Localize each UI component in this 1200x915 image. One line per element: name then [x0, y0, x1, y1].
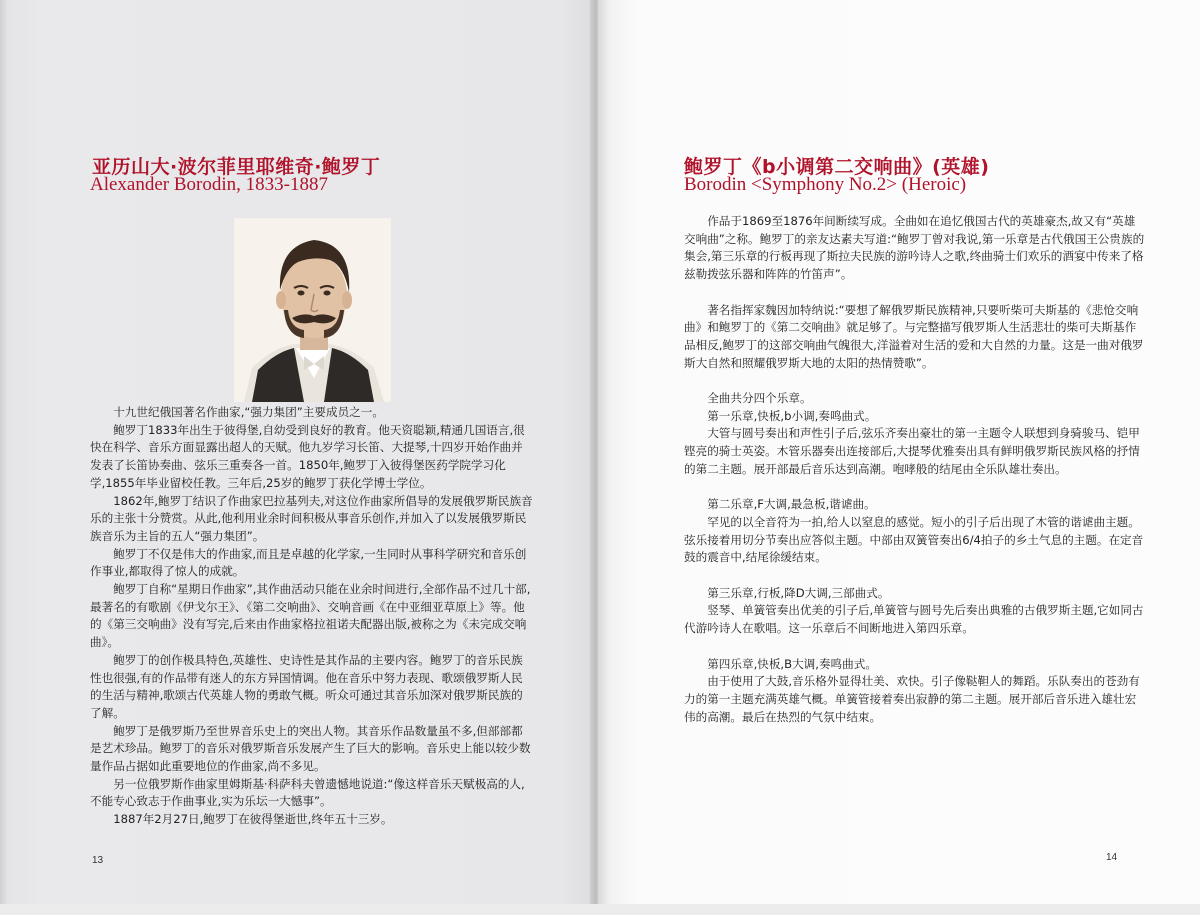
right-body-text	[684, 213, 1146, 726]
left-paragraph: 十九世纪俄国著名作曲家,“强力集团”主要成员之一。	[113, 405, 384, 419]
left-paragraph: 1887年2月27日,鲍罗丁在彼得堡逝世,终年五十三岁。	[113, 812, 393, 827]
left-body-text	[90, 404, 534, 829]
right-paragraph: 第一乐章,快板,b小调,奏鸣曲式。	[707, 408, 877, 423]
left-title-cn: 亚历山大·波尔菲里耶维奇·鲍罗丁	[92, 156, 381, 178]
left-paragraph: 鲍罗丁自称“星期日作曲家”,其作曲活动只能在业余时间进行,全部作品不过几十部,最著名的有歌剧《伊戈尔王》、《第二交响曲》、交响音画《在中亚细亚草原上》等。他的《第三交响曲》没有写完,后来由作曲家格拉祖诺夫配器出版,被称之为《未完成交响曲》。	[90, 582, 531, 650]
right-paragraph: 罕见的以全音符为一拍,给人以窒息的感觉。短小的引子后出现了木管的谐谑曲主题。弦乐接着用切分节奏出应答似主题。中部由双簧管奏出6/4拍子的乡土气息的主题。在定音鼓的震音中,结尾徐缓结束。	[684, 514, 1144, 565]
page-number-left: 13	[92, 855, 104, 866]
right-paragraph: 全曲共分四个乐章。	[707, 391, 812, 405]
right-paragraph: 由于使用了大鼓,音乐格外显得壮美、欢快。引子像鞑靼人的舞蹈。乐队奏出的苍劲有力的第一主题充满英雄气概。单簧管接着奏出寂静的第二主题。展开部后音乐进入雄壮宏伟的高潮。最后在热烈的气氛中结束。	[684, 674, 1140, 724]
right-paragraph: 大管与圆号奏出和声性引子后,弦乐齐奏出豪壮的第一主题令人联想到身骑骏马、铠甲铿亮的骑士英姿。木管乐器奏出连接部后,大提琴优雅奏出具有鲜明俄罗斯民族风格的抒情的第二主题。展开部最后音乐达到高潮。咆哮般的结尾由全乐队雄壮奏出。	[684, 426, 1140, 476]
portrait-image	[234, 218, 391, 402]
left-paragraph: 鲍罗丁的创作极具特色,英雄性、史诗性是其作品的主要内容。鲍罗丁的音乐民族性也很强,有的作品带有迷人的东方异国情调。他在音乐中努力表现、歌颂俄罗斯人民的生活与精神,歌颂古代英雄人物的勇敢气概。听众可通过其音乐加深对俄罗斯民族的了解。	[90, 652, 523, 720]
right-paragraph: 第三乐章,行板,降D大调,三部曲式。	[707, 585, 890, 600]
right-paragraph: 作品于1869至1876年间断续写成。全曲如在追忆俄国古代的英雄豪杰,故又有“英雄交响曲”之称。鲍罗丁的亲友达素夫写道:“鲍罗丁曾对我说,第一乐章是古代俄国王公贵族的集会,第三乐章的行板再现了斯拉夫民族的游吟诗人之歌,终曲骑士们欢乐的酒宴中传来了格兹勒拨弦乐器和阵阵的竹笛声”。	[684, 214, 1145, 282]
portrait-illustration	[234, 218, 391, 402]
left-paragraph: 鲍罗丁是俄罗斯乃至世界音乐史上的突出人物。其音乐作品数量虽不多,但部部都是艺术珍品。鲍罗丁的音乐对俄罗斯音乐发展产生了巨大的影响。音乐史上能以较少数量作品占据如此重要地位的作曲家,尚不多见。	[90, 723, 531, 774]
left-paragraph: 另一位俄罗斯作曲家里姆斯基·科萨科夫曾遗憾地说道:“像这样音乐天赋极高的人,不能专心致志于作曲事业,实为乐坛一大憾事”。	[90, 776, 525, 809]
right-paragraph: 著名指挥家魏因加特纳说:“要想了解俄罗斯民族精神,只要听柴可夫斯基的《悲怆交响曲》和鲍罗丁的《第二交响曲》就足够了。与完整描写俄罗斯人生活悲壮的柴可夫斯基作品相反,鲍罗丁的这部交响曲气魄很大,洋溢着对生活的爱和大自然的力量。这是一曲对俄罗斯大自然和照耀俄罗斯大地的太阳的热情赞歌”。	[684, 302, 1144, 370]
right-paragraph: 第二乐章,F大调,最急板,谐谑曲。	[707, 497, 876, 512]
right-page	[598, 0, 1200, 915]
page-number-right: 14	[1106, 852, 1118, 863]
right-title-en: Borodin <Symphony No.2> (Heroic)	[684, 174, 967, 195]
left-title-en: Alexander Borodin, 1833-1887	[90, 174, 328, 195]
right-title-cn: 鲍罗丁《b小调第二交响曲》(英雄)	[684, 156, 990, 178]
left-paragraph: 鲍罗丁1833年出生于彼得堡,自幼受到良好的教育。他天资聪颖,精通几国语言,很快在科学、音乐方面显露出超人的天赋。他九岁学习长笛、大提琴,十四岁开始作曲并发表了长笛协奏曲、弦乐三重奏各一首。1850年,鲍罗丁入彼得堡医药学院学习化学,1855年毕业留校任教。三年后,25岁的鲍罗丁获化学博士学位。	[90, 422, 525, 490]
right-paragraph: 第四乐章,快板,B大调,奏鸣曲式。	[707, 656, 877, 671]
left-page	[0, 0, 598, 915]
right-paragraph: 竖琴、单簧管奏出优美的引子后,单簧管与圆号先后奏出典雅的古俄罗斯主题,它如同古代游吟诗人在歌唱。这一乐章后不间断地进入第四乐章。	[684, 603, 1144, 636]
left-paragraph: 1862年,鲍罗丁结识了作曲家巴拉基列夫,对这位作曲家所倡导的发展俄罗斯民族音乐的主张十分赞赏。从此,他利用业余时间积极从事音乐创作,并加入了以发展俄罗斯民族音乐为主旨的五人“强力集团”。	[90, 493, 533, 543]
bottom-edge	[0, 904, 1200, 915]
left-paragraph: 鲍罗丁不仅是伟大的作曲家,而且是卓越的化学家,一生同时从事科学研究和音乐创作事业,都取得了惊人的成就。	[90, 546, 527, 579]
